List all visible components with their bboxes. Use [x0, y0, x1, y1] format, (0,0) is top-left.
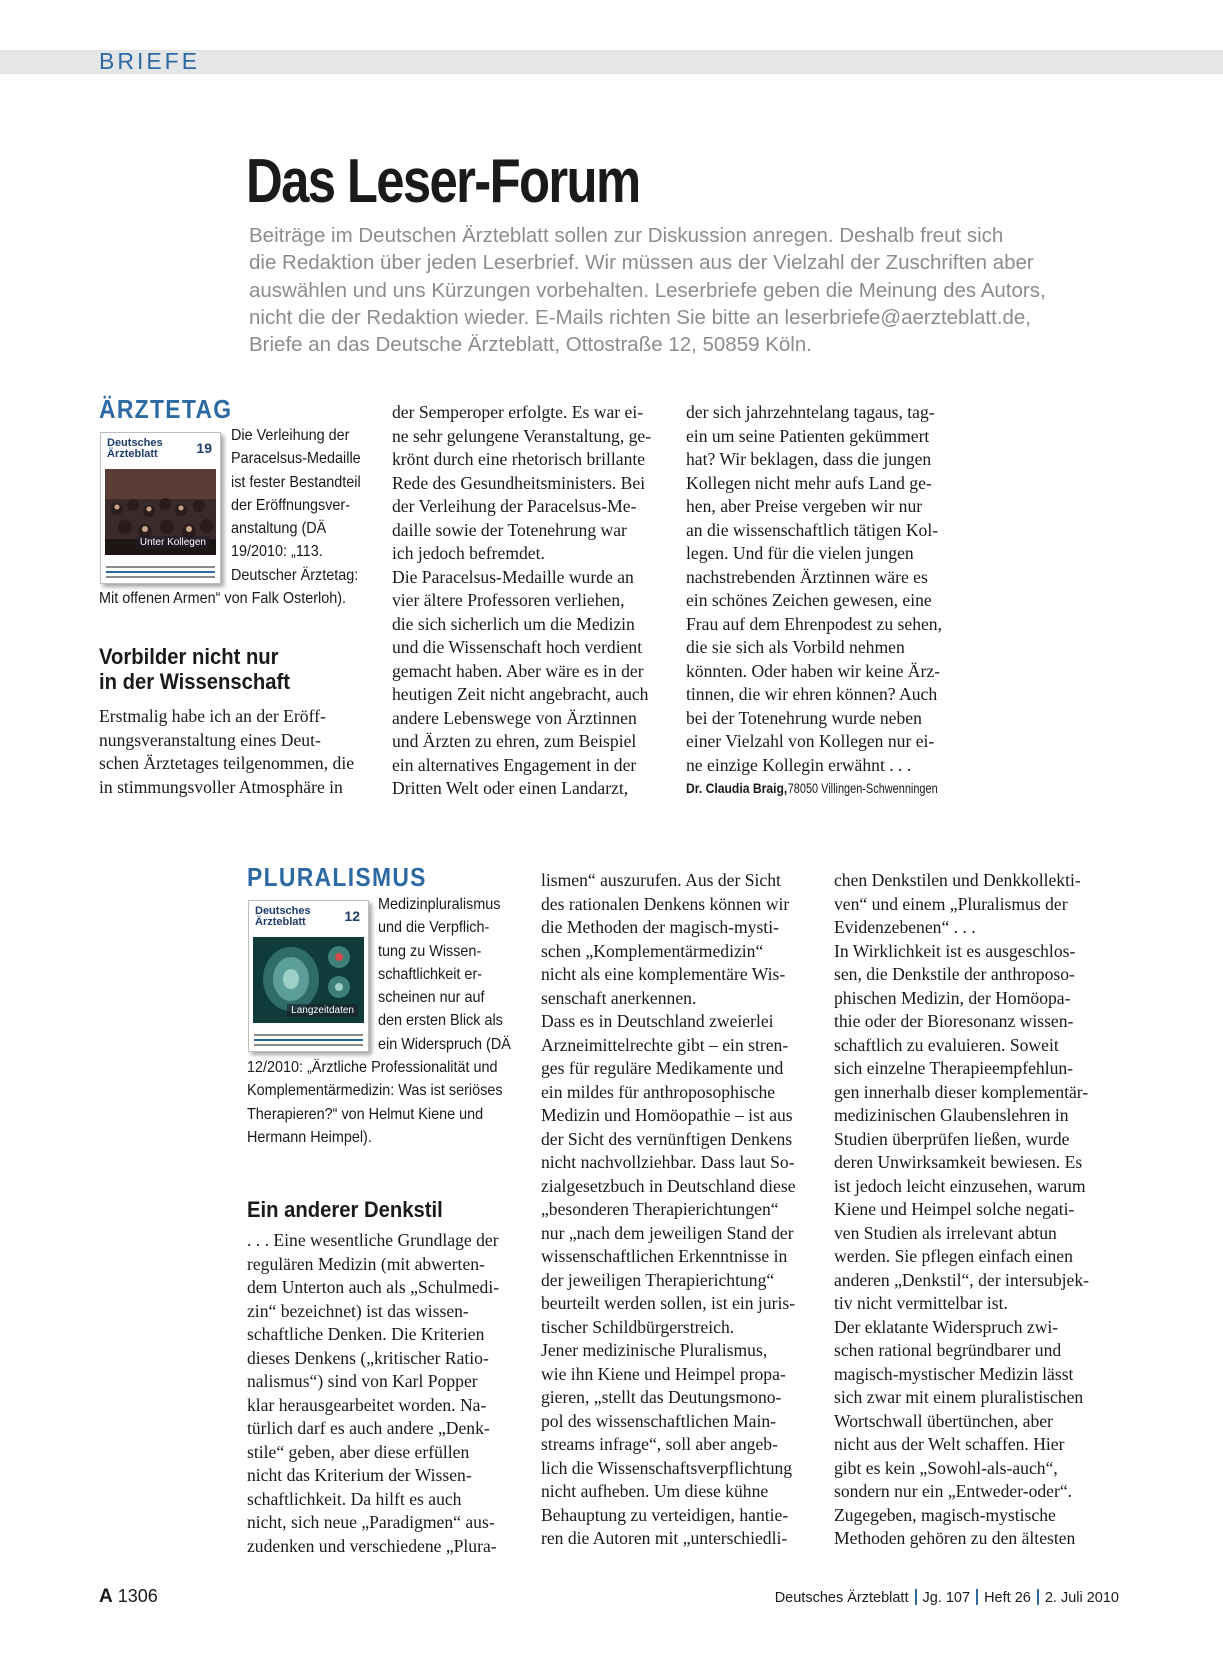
text-line: Evidenzebenen“ . . .	[834, 917, 976, 937]
text-line: zin“ bezeichnet) ist das wissen-	[247, 1300, 469, 1321]
text-line: nur „nach dem jeweiligen Stand der	[541, 1222, 794, 1243]
text-line: ist jedoch leicht einzusehen, warum	[834, 1175, 1086, 1196]
text-line: schen „Komplementärmedizin“	[541, 940, 764, 961]
text-line: Medizin und Homöopathie – ist aus	[541, 1105, 793, 1125]
text-line: lismen“ auszurufen. Aus der Sicht	[541, 870, 781, 890]
text-line: Der eklatante Widerspruch zwi-	[834, 1316, 1059, 1337]
text-line: bei der Totenehrung wurde neben	[686, 707, 922, 728]
journal-date: 2. Juli 2010	[1044, 1590, 1119, 1606]
text-line: der jeweiligen Therapierichtung“	[541, 1269, 775, 1290]
text-line: Behauptung zu verteidigen, hantie-	[541, 1504, 789, 1525]
text-line: der Semperoper erfolgte. Es war ei-	[392, 402, 644, 422]
text-line: die sich sicherlich um die Medizin	[392, 613, 635, 634]
text-line: chen Denkstilen und Denkkollekti-	[834, 870, 1081, 890]
text-line: nicht nachvollziehbar. Dass laut So-	[541, 1152, 795, 1172]
text-line: sich einzelne Therapieempfehlun-	[834, 1058, 1074, 1078]
text-line: hen, aber Preise vergeben wir nur	[686, 496, 923, 516]
text-line: nicht, sich neue „Paradigmen“ aus-	[247, 1512, 495, 1532]
text-line: und Ärzten zu ehren, zum Beispiel	[392, 731, 637, 751]
text-line: phischen Medizin, der Homöopa-	[834, 987, 1071, 1008]
letter2-column-2	[541, 869, 796, 1551]
letter1-column-2	[392, 401, 651, 801]
text-line: In Wirklichkeit ist es ausgeschlos-	[834, 940, 1076, 961]
text-line: Zugegeben, magisch-mystische	[834, 1504, 1056, 1525]
text-line: sen, die Denkstile der anthroposo-	[834, 964, 1075, 984]
text-line: nalismus“) sind von Karl Popper	[247, 1371, 478, 1391]
text-line: regulären Medizin (mit abwerten-	[247, 1253, 485, 1274]
text-line: die Redaktion über jeden Leserbrief. Wir müssen aus der Vielzahl der Zuschriften aber	[249, 251, 1034, 275]
text-line: Wortschwall übertünchen, aber	[834, 1410, 1053, 1431]
text-line: nicht das Kriterium der Wissen-	[247, 1465, 472, 1485]
cover-issue-number: 12	[344, 908, 360, 924]
text-line: gemacht haben. Aber wäre es in der	[392, 660, 644, 681]
text-line: deren Unwirksamkeit bewiesen. Es	[834, 1152, 1083, 1172]
text-line: ich jedoch befremdet.	[392, 543, 545, 563]
text-line: dem Unterton auch als „Schulmedi-	[247, 1277, 500, 1297]
text-line: dieses Denkens („kritischer Ratio-	[247, 1347, 489, 1368]
text-line: Dritten Welt oder einen Landarzt,	[392, 778, 629, 798]
text-line: ven Studien als irrelevant abtun	[834, 1222, 1057, 1243]
text-line: schaftliche Denken. Die Kriterien	[247, 1324, 485, 1344]
text-line: des rationalen Denkens können wir	[541, 893, 790, 914]
text-line: medizinischen Glaubenslehren in	[834, 1105, 1069, 1125]
text-line: wissenschaftlichen Erkenntnisse in	[541, 1246, 788, 1266]
text-line: schen rational begründbarer und	[834, 1340, 1062, 1360]
magazine-cover-thumbnail	[248, 900, 369, 1052]
text-line: andere Lebenswege von Ärztinnen	[392, 707, 637, 728]
letter-headline: Vorbilder nicht nur in der Wissenschaft	[99, 644, 291, 694]
cover-brand: Deutsches Ärzteblatt	[107, 437, 163, 460]
text-line: wie ihn Kiene und Heimpel propa-	[541, 1363, 786, 1384]
journal-footer	[775, 1589, 1119, 1606]
text-line: Erstmalig habe ich an der Eröff-	[99, 706, 326, 726]
page-title: Das Leser-Forum	[246, 147, 640, 216]
text-line: schaftlich zu evaluieren. Soweit	[834, 1034, 1059, 1055]
text-line: sich zwar mit einem pluralistischen	[834, 1387, 1084, 1407]
footer-divider	[1037, 1589, 1039, 1605]
text-line: könnten. Oder haben wir keine Ärz-	[686, 660, 941, 681]
text-line: senschaft anerkennen.	[541, 987, 697, 1008]
text-line: auswählen und uns Kürzungen vorbehalten. Leserbriefe geben die Meinung des Autors,	[249, 278, 1046, 302]
footer-divider	[976, 1589, 978, 1605]
text-line: nungsveranstaltung eines Deut-	[99, 729, 321, 750]
text-line: Kollegen nicht mehr aufs Land ge-	[686, 472, 932, 493]
text-line: der Sicht des vernünftigen Denkens	[541, 1128, 793, 1149]
text-line: Die Paracelsus-Medaille wurde an	[392, 566, 634, 587]
text-line: . . . Eine wesentliche Grundlage der	[247, 1230, 499, 1250]
text-line: gibt es kein „Sowohl-als-auch“,	[834, 1457, 1058, 1478]
letter-headline: Ein anderer Denkstil	[247, 1197, 443, 1222]
text-line: schen Ärztetages teilgenommen, die	[99, 753, 355, 773]
text-line: klar herausgearbeitet worden. Na-	[247, 1394, 487, 1415]
footer-divider	[915, 1589, 917, 1605]
text-line: Jener medizinische Pluralismus,	[541, 1340, 768, 1360]
text-line: in stimmungsvoller Atmosphäre in	[99, 776, 343, 797]
text-line: pol des wissenschaftlichen Main-	[541, 1410, 777, 1431]
text-line: gen innerhalb dieser komplementär-	[834, 1081, 1089, 1102]
text-line: Frau auf dem Ehrenpodest zu sehen,	[686, 613, 943, 634]
magazine-cover-thumbnail	[100, 432, 221, 584]
text-line: ren die Autoren mit „unterschiedli-	[541, 1528, 788, 1548]
text-line: ein mildes für anthroposophische	[541, 1081, 776, 1102]
text-line: heutigen Zeit nicht angebracht, auch	[392, 684, 649, 704]
text-line: der sich jahrzehntelang tagaus, tag-	[686, 402, 935, 422]
cover-photo	[253, 937, 364, 1023]
cover-brand: Deutsches Ärzteblatt	[255, 905, 311, 928]
text-line: zudenken und verschiedene „Plura-	[247, 1535, 497, 1556]
letter1-column-3	[686, 401, 984, 801]
cover-issue-number: 19	[196, 440, 212, 456]
text-line: vier ältere Professoren verliehen,	[392, 590, 625, 610]
kicker-aerztetag: ÄRZTETAG	[99, 394, 233, 424]
reference-note-aerztetag: Die Verleihung der Paracelsus-Medaille ist fester Bestandteil der Eröffnungsver- anstaltung (DÄ 19/2010: „113. Deutscher Ärztetag:	[231, 427, 361, 584]
text-line: nicht aufheben. Um diese kühne	[541, 1481, 769, 1501]
text-line: thie oder der Bioresonanz wissen-	[834, 1011, 1074, 1031]
letter2-column-3	[834, 869, 1089, 1551]
letter1-column-3-text	[686, 401, 984, 777]
text-line: legen. Und für die vielen jungen	[686, 543, 914, 563]
cover-photo	[105, 469, 216, 555]
reference-note-aerztetag-cont: Mit offenen Armen“ von Falk Osterloh).	[99, 590, 347, 607]
text-line: Briefe an das Deutsche Ärzteblatt, Ottostraße 12, 50859 Köln.	[249, 333, 812, 357]
text-line: daille sowie der Totenehrung war	[392, 519, 627, 540]
text-line: Arzneimittelrechte gibt – ein stren-	[541, 1034, 789, 1055]
kicker-pluralismus: PLURALISMUS	[247, 862, 427, 892]
reference-note-pluralismus-cont: 12/2010: „Ärztliche Professionalität und Komplementärmedizin: Was ist seriöses Therapieren?“ von Helmut Kiene und Hermann Heimpel).	[247, 1059, 503, 1146]
text-line: stile“ geben, aber diese erfüllen	[247, 1441, 470, 1462]
text-line: ne sehr gelungene Veranstaltung, ge-	[392, 425, 652, 446]
journal-name: Deutsches Ärzteblatt	[774, 1590, 909, 1606]
text-line: magisch-mystischer Medizin lässt	[834, 1363, 1074, 1384]
text-line: gieren, „stellt das Deutungsmono-	[541, 1387, 782, 1407]
text-line: ein schönes Zeichen gewesen, eine	[686, 590, 932, 610]
text-line: nicht die der Redaktion wieder. E-Mails richten Sie bitte an leserbriefe@aerzteblatt.de,	[249, 305, 1031, 329]
text-line: zialgesetzbuch in Deutschland diese	[541, 1175, 796, 1196]
text-line: „besonderen Therapierichtungen“	[541, 1199, 779, 1219]
text-line: Methoden gehören zu den ältesten	[834, 1528, 1076, 1548]
text-line: ne einzige Kollegin erwähnt . . .	[686, 754, 912, 775]
letter1-column-1	[99, 705, 354, 799]
text-line: ein um seine Patienten gekümmert	[686, 425, 930, 446]
letter-signature: Dr. Claudia Braig,78050 Villingen-Schwenningen	[686, 781, 938, 796]
section-label: BRIEFE	[99, 48, 201, 74]
text-line: streams infrage“, soll aber angeb-	[541, 1434, 778, 1454]
text-line: einer Vielzahl von Kollegen nur ei-	[686, 731, 935, 751]
letter2-column-1	[247, 1229, 499, 1558]
text-line: tischer Schildbürgerstreich.	[541, 1316, 735, 1337]
intro-text	[249, 222, 1129, 358]
text-line: nicht aus der Welt schaffen. Hier	[834, 1434, 1065, 1454]
text-line: krönt durch eine rhetorisch brillante	[392, 449, 646, 469]
text-line: tinnen, die wir ehren können? Auch	[686, 684, 938, 704]
text-line: die Methoden der magisch-mysti-	[541, 917, 779, 937]
text-line: Kiene und Heimpel solche negati-	[834, 1199, 1075, 1219]
text-line: an die wissenschaftlich tätigen Kol-	[686, 519, 939, 540]
cover-caption: Langzeitdaten	[287, 1004, 358, 1017]
cover-teaser-lines	[106, 563, 215, 578]
text-line: nicht als eine komplementäre Wis-	[541, 964, 786, 984]
text-line: lich die Wissenschaftsverpflichtung	[541, 1457, 793, 1478]
page-number: A 1306	[99, 1586, 158, 1607]
reference-note-pluralismus: Medizinpluralismus und die Verpflich- tung zu Wissen- schaftlichkeit er- scheinen nur auf den ersten Blick als ein Widerspruch (DÄ	[378, 896, 511, 1053]
cover-teaser-lines	[254, 1031, 363, 1046]
text-line: Studien überprüfen ließen, wurde	[834, 1128, 1070, 1149]
text-line: beurteilt werden sollen, ist ein juris-	[541, 1293, 796, 1313]
text-line: schaftlichkeit. Da hilft es auch	[247, 1488, 462, 1509]
text-line: ven“ und einem „Pluralismus der	[834, 893, 1068, 914]
text-line: die sie sich als Vorbild nehmen	[686, 637, 905, 657]
text-line: türlich darf es auch andere „Denk-	[247, 1418, 490, 1438]
cover-caption: Unter Kollegen	[136, 536, 210, 549]
text-line: sondern nur ein „Entweder-oder“.	[834, 1481, 1073, 1501]
text-line: ein alternatives Engagement in der	[392, 754, 637, 775]
journal-volume: Jg. 107	[922, 1590, 971, 1606]
text-line: tiv nicht vermittelbar ist.	[834, 1293, 1008, 1313]
text-line: und die Wissenschaft hoch verdient	[392, 637, 643, 657]
text-line: anderen „Denkstil“, der intersubjek-	[834, 1269, 1090, 1290]
text-line: Dass es in Deutschland zweierlei	[541, 1011, 774, 1031]
text-line: werden. Sie pflegen einfach einen	[834, 1246, 1073, 1266]
text-line: der Verleihung der Paracelsus-Me-	[392, 496, 637, 516]
text-line: ges für reguläre Medikamente und	[541, 1058, 784, 1078]
text-line: nachstrebenden Ärztinnen wäre es	[686, 566, 928, 587]
text-line: Rede des Gesundheitsministers. Bei	[392, 472, 646, 493]
journal-issue: Heft 26	[984, 1590, 1031, 1606]
text-line: hat? Wir beklagen, dass die jungen	[686, 449, 932, 469]
text-line: Beiträge im Deutschen Ärzteblatt sollen zur Diskussion anregen. Deshalb freut sich	[249, 224, 1004, 247]
